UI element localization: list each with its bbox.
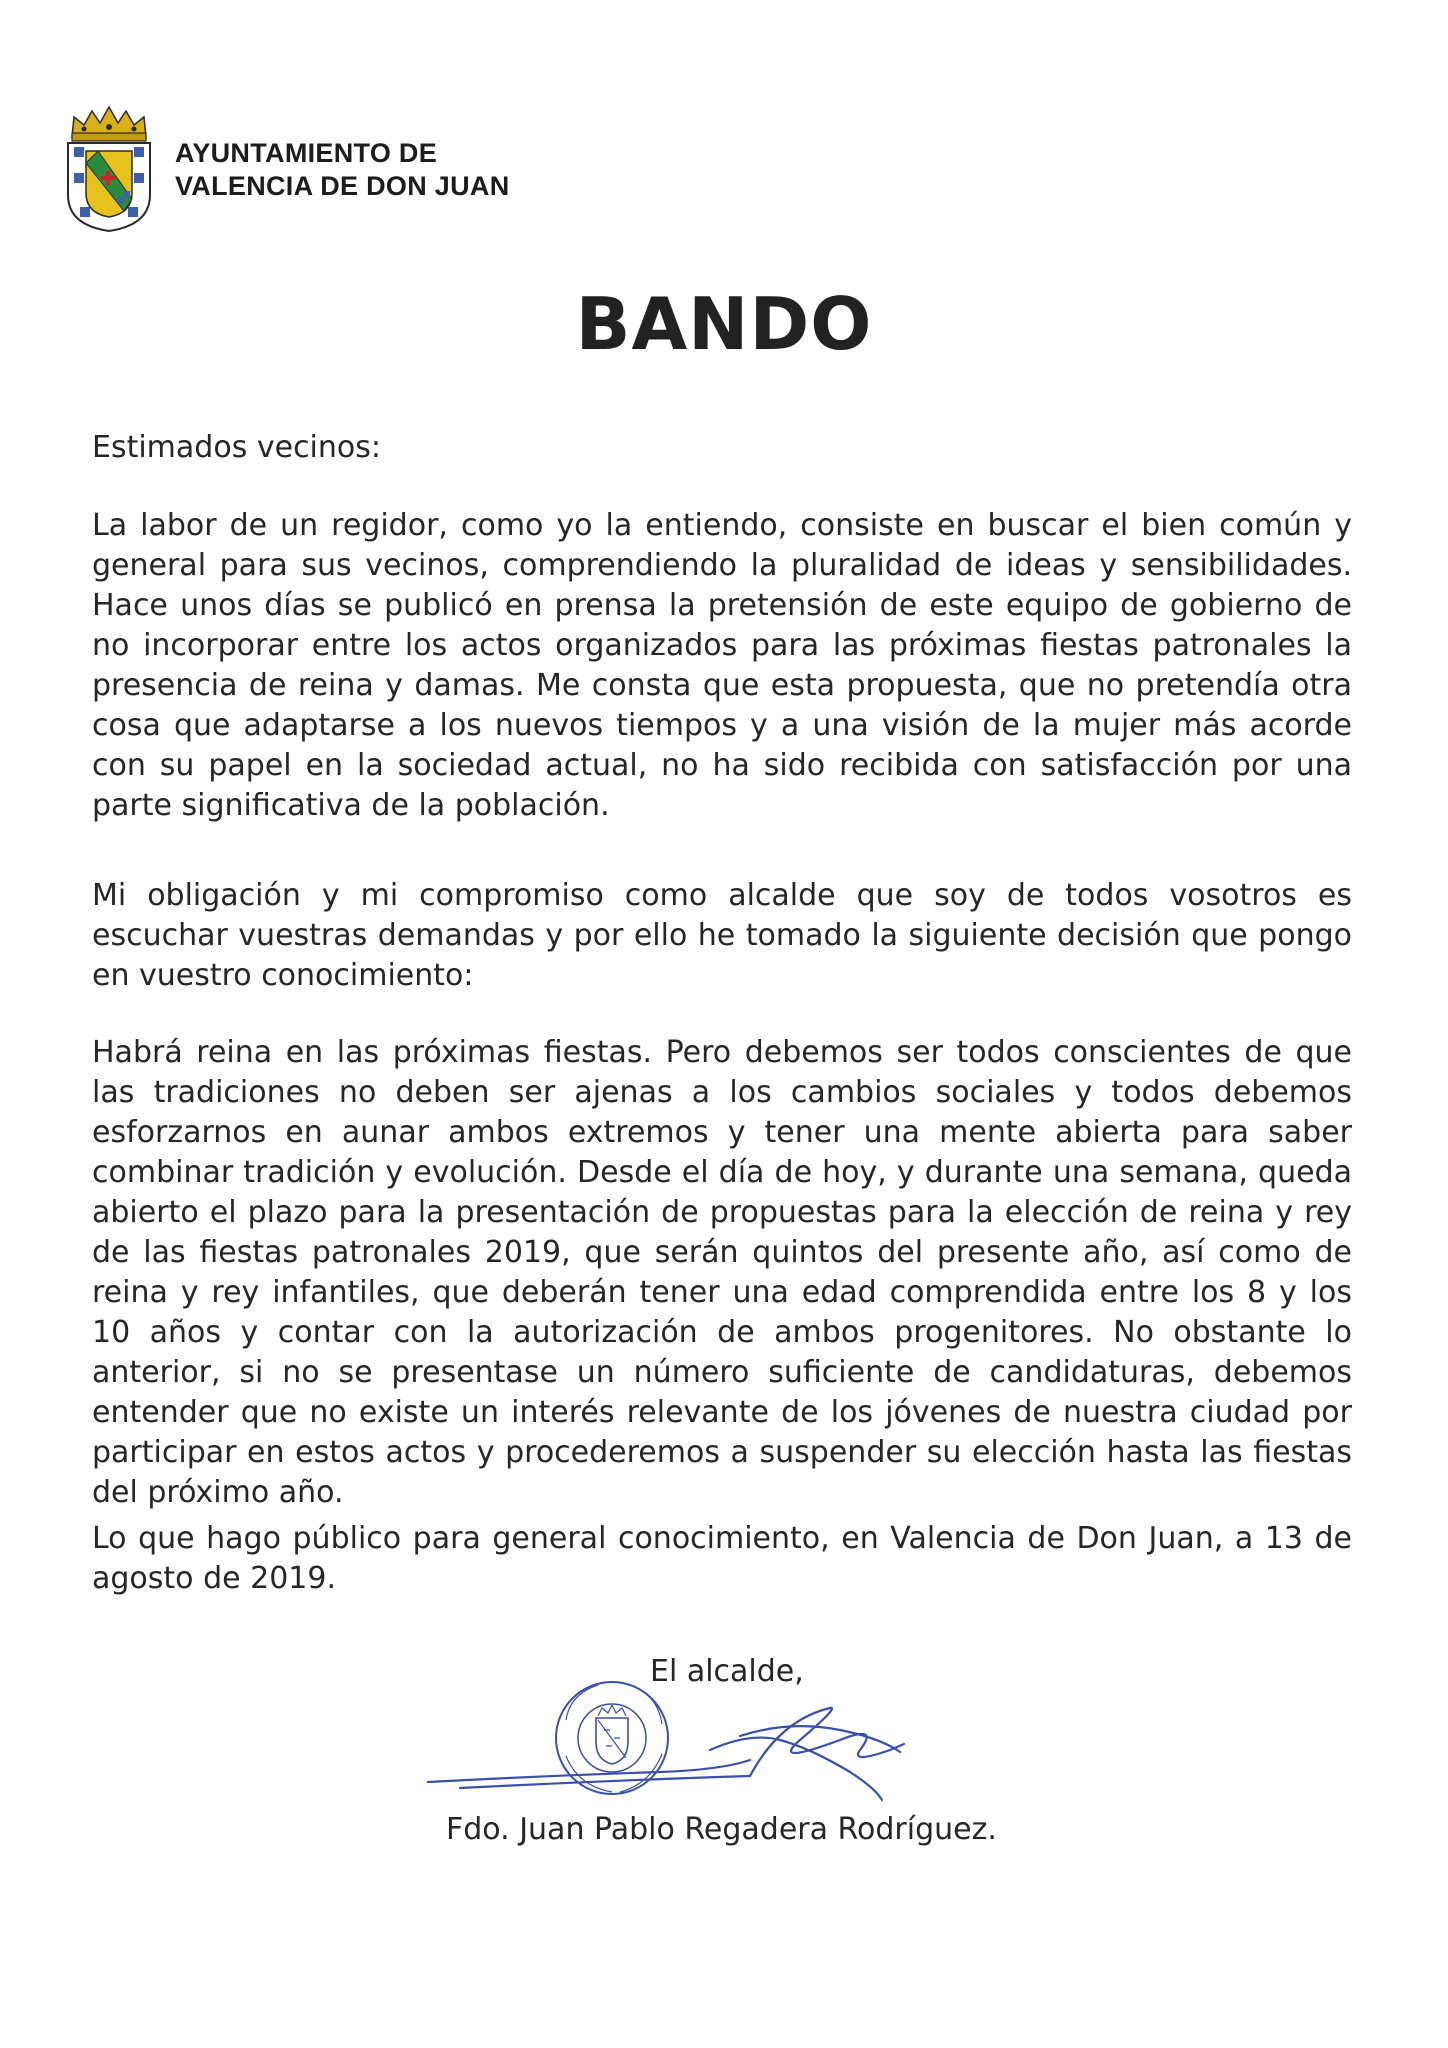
coat-of-arms-icon	[64, 103, 154, 233]
org-line-2: VALENCIA DE DON JUAN	[175, 171, 510, 201]
paragraph-3: Habrá reina en las próximas fiestas. Pero debemos ser todos conscientes de que las tradiciones no deben ser ajenas a los cambios sociales y todos debemos esforzarnos en aunar ambos extremos y tener una mente abierta para saber combinar tradición y evolución. Desde el día de hoy, y durante una semana, queda abierto el plazo para la presentación de propuestas para la elección de reina y rey de las fiestas patronales 2019, que serán quintos del presente año, así como de reina y rey infantiles, que deberán tener una edad comprendida entre los 8 y los 10 años y contar con la autorización de ambos progenitores. No obstante lo anterior, si no se presentase un número suficiente de candidaturas, debemos entender que no existe un interés relevante de los jóvenes de nuestra ciudad por participar en estos actos y procederemos a suspender su elección hasta las fiestas del próximo año.	[92, 1035, 1352, 1510]
salutation: Estimados vecinos:	[92, 430, 381, 465]
municipality-name	[175, 137, 510, 203]
paragraph-4: Lo que hago público para general conocimiento, en Valencia de Don Juan, a 13 de agosto de 2019.	[92, 1521, 1352, 1596]
document-title: BANDO	[575, 282, 873, 366]
signature-block	[420, 1640, 1120, 1870]
paragraph-1: La labor de un regidor, como yo la entiendo, consiste en buscar el bien común y general para sus vecinos, comprendiendo la pluralidad de ideas y sensibilidades. Hace unos días se publicó en prensa la pretensión de este equipo de gobierno de no incorporar entre los actos organizados para las próximas fiestas patronales la presencia de reina y damas. Me consta que esta propuesta, que no pretendía otra cosa que adaptarse a los nuevos tiempos y a una visión de la mujer más acorde con su papel en la sociedad actual, no ha sido recibida con satisfacción por una parte significativa de la población.	[92, 508, 1352, 823]
signatory-title: El alcalde,	[650, 1654, 804, 1689]
signatory-name: Fdo. Juan Pablo Regadera Rodríguez.	[446, 1812, 997, 1847]
letterhead	[64, 103, 584, 233]
handwritten-signature-icon	[420, 1680, 1120, 1830]
paragraph-2: Mi obligación y mi compromiso como alcalde que soy de todos vosotros es escuchar vuestras demandas y por ello he tomado la siguiente decisión que pongo en vuestro conocimiento:	[92, 878, 1352, 993]
official-seal-icon	[556, 1682, 668, 1794]
org-line-1: AYUNTAMIENTO DE	[175, 138, 438, 168]
